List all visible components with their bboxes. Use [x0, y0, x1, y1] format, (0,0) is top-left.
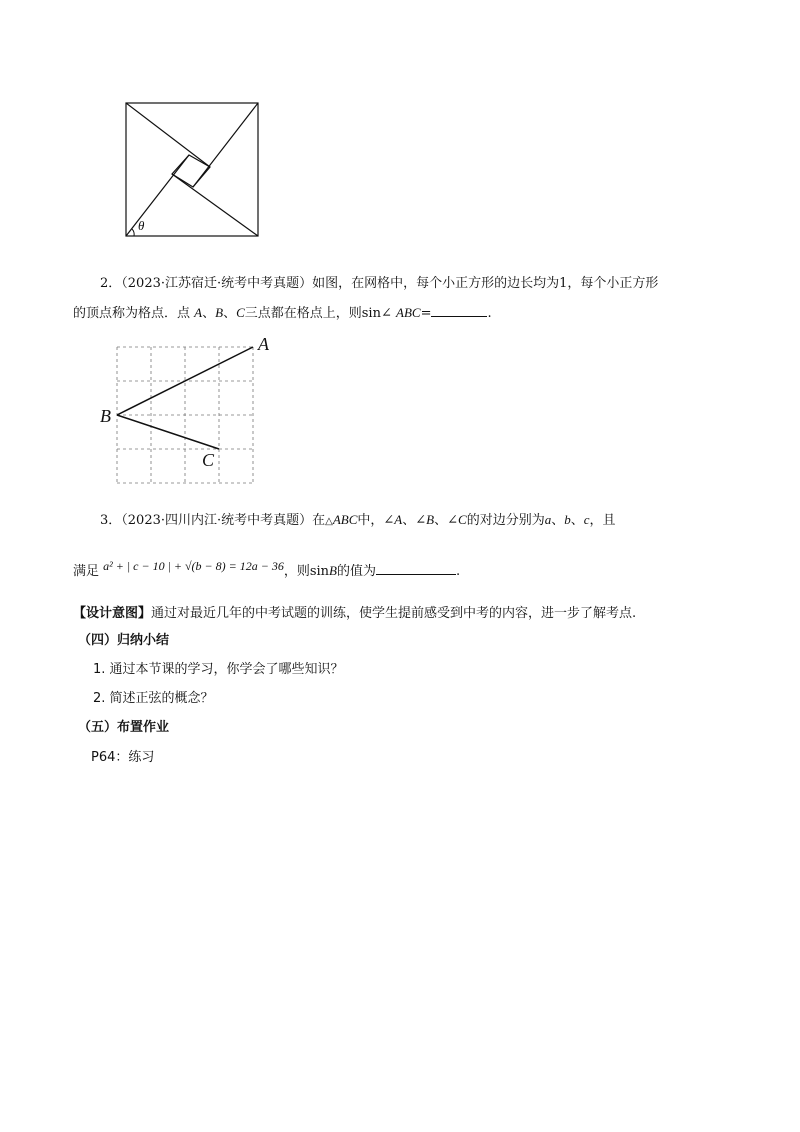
question-3-line-2	[73, 561, 460, 582]
sep: 、	[551, 513, 565, 528]
text: ，且	[589, 513, 616, 528]
sep: 、	[570, 513, 584, 528]
question-2-line-1	[100, 274, 658, 294]
point-b-var: B	[215, 305, 224, 320]
angle-a-var: A	[394, 512, 403, 527]
text: 中，∠	[357, 513, 395, 528]
angle-arc	[132, 229, 134, 236]
grid-lines	[117, 347, 253, 483]
diagonal-line-3	[193, 103, 258, 187]
abc-var: ABC	[396, 305, 421, 320]
triangle-symbol: △	[325, 516, 333, 527]
text: 的对边分别为	[466, 513, 545, 528]
figure-square-pinwheel	[120, 98, 262, 243]
design-intent	[73, 604, 636, 624]
diagonal-line-2	[126, 103, 210, 167]
angle-b-var: B	[426, 512, 435, 527]
side-c-var: c	[583, 512, 590, 527]
question-2-line-2	[73, 303, 492, 324]
b-var: B	[329, 563, 337, 578]
figure-grid-triangle	[96, 332, 280, 490]
label-a: A	[258, 334, 269, 354]
question-3-text-1: 3．（2023·四川内江·统考中考真题）在	[100, 513, 326, 528]
period: .	[487, 306, 492, 321]
section-4-item-1: 1. 通过本节课的学习，你学会了哪些知识？	[93, 662, 344, 677]
section-4-item-2: 2. 简述正弦的概念？	[93, 691, 214, 706]
section-5-text: P64：练习	[91, 750, 155, 765]
abc-var: ABC	[332, 512, 358, 527]
equals: =	[420, 306, 432, 321]
outer-square	[126, 103, 258, 236]
angle-c-var: C	[458, 512, 467, 527]
side-a-var: a	[544, 512, 552, 527]
text: 满足	[73, 564, 100, 579]
text: 、∠	[402, 513, 427, 528]
point-c-var: C	[236, 305, 245, 320]
question-3-line-1	[100, 510, 616, 532]
section-5-heading: （五）布置作业	[78, 720, 170, 735]
label-c: C	[202, 450, 215, 470]
question-2-text-2a: 的顶点称为格点．点	[73, 306, 191, 321]
diagonal-line-4	[172, 174, 258, 236]
question-2-text-2b: 三点都在格点上，则sin∠	[244, 306, 392, 321]
sep: 、	[202, 306, 216, 321]
answer-blank-q3[interactable]	[376, 562, 456, 575]
answer-blank-q2[interactable]	[431, 304, 487, 317]
text: 、∠	[434, 513, 459, 528]
segment-bc	[117, 415, 219, 449]
design-intent-text: 通过对最近几年的中考试题的训练，使学生提前感受到中考的内容，进一步了解考点.	[151, 606, 637, 621]
side-b-var: b	[564, 512, 571, 527]
section-4-heading: （四）归纳小结	[78, 633, 170, 648]
period: .	[456, 564, 461, 579]
point-a-var: A	[194, 305, 203, 320]
text: ，则sin	[283, 564, 330, 579]
inner-square	[172, 155, 210, 187]
diagonal-line-1	[126, 155, 189, 236]
label-b: B	[100, 406, 111, 426]
equation: a² + | c − 10 | + √(b − 8) = 12a − 36	[103, 559, 284, 573]
angle-theta-label: θ	[138, 218, 145, 233]
design-intent-label: 【设计意图】	[73, 606, 152, 621]
text: 的值为	[337, 564, 377, 579]
question-2-text-1: 2．（2023·江苏宿迁·统考中考真题）如图，在网格中，每个小正方形的边长均为1，每个小正方形	[100, 276, 659, 291]
sep: 、	[223, 306, 237, 321]
